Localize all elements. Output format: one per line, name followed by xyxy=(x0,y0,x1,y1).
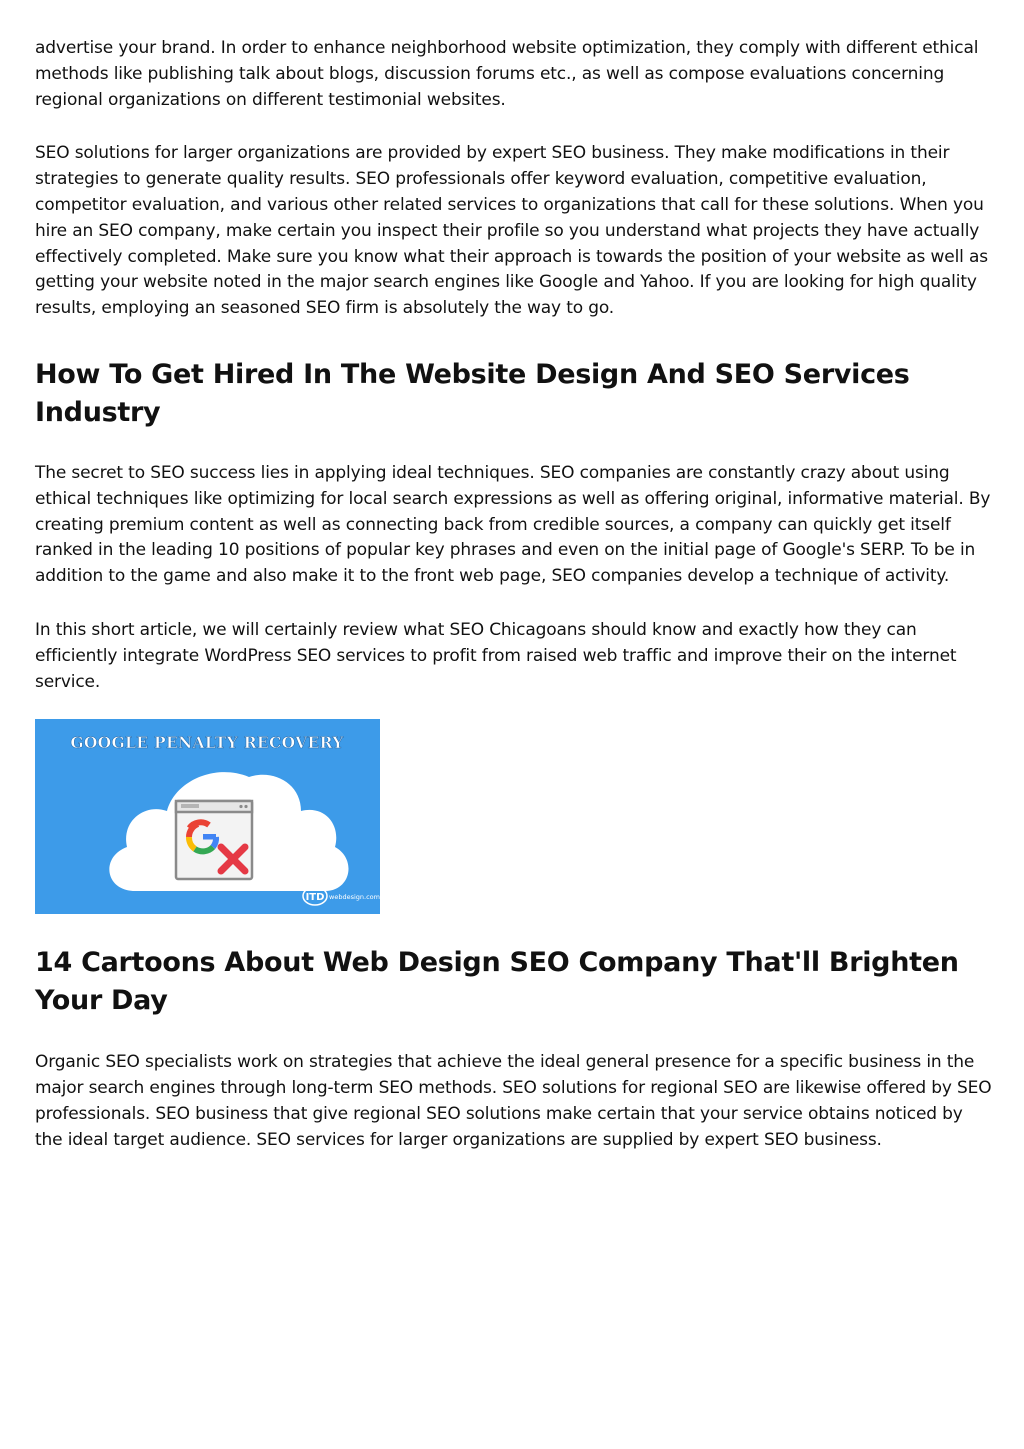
article xyxy=(35,36,995,1154)
paragraph-seo-solutions: SEO solutions for larger organizations are provided by expert SEO business. They make modifications in their strategies to generate quality results. SEO professionals offer keyword evaluation, competitive evaluation, competitor evaluation, and various other related services to organizations that call for these solutions. When you hire an SEO company, make certain you inspect their profile so you understand what projects they have actually effectively completed. Make sure you know what their approach is towards the position of your website as well as getting your website noted in the major search engines like Google and Yahoo. If you are looking for high quality results, employing an seasoned SEO firm is absolutely the way to go. xyxy=(35,143,988,319)
logo-text: webdesign.com xyxy=(329,893,380,902)
section-heading-hired: How To Get Hired In The Website Design And SEO Services Industry xyxy=(35,358,910,428)
logo-mark: ITD xyxy=(305,892,325,904)
paragraph-intro: advertise your brand. In order to enhance neighborhood website optimization, they comply with different ethical methods like publishing talk about blogs, discussion forums etc., as well as compose evaluations concerning regional organizations on different testimonial websites. xyxy=(35,38,979,110)
paragraph-organic-seo: Organic SEO specialists work on strategies that achieve the ideal general presence for a specific business in the major search engines through long-term SEO methods. SEO solutions for regional SEO are likewise offered by SEO professionals. SEO business that give regional SEO solutions make certain that your service obtains noticed by the ideal target audience. SEO services for larger organizations are supplied by expert SEO business. xyxy=(35,1052,992,1150)
section-heading-cartoons: 14 Cartoons About Web Design SEO Company That'll Brighten Your Day xyxy=(35,947,959,1017)
paragraph-secret: The secret to SEO success lies in applying ideal techniques. SEO companies are constantly crazy about using ethical techniques like optimizing for local search expressions as well as offering original, informative material. By creating premium content as well as connecting back from credible sources, a company can quickly get itself ranked in the leading 10 positions of popular key phrases and even on the initial page of Google's SERP. To be in addition to the game and also make it to the front web page, SEO companies develop a technique of activity. xyxy=(35,462,991,587)
image-banner-text: GOOGLE PENALTY RECOVERY xyxy=(70,733,344,753)
paragraph-short-article: In this short article, we will certainly review what SEO Chicagoans should know and exactly how they can efficiently integrate WordPress SEO services to profit from raised web traffic and improve their on the internet service. xyxy=(35,619,957,692)
google-penalty-image xyxy=(35,719,380,914)
